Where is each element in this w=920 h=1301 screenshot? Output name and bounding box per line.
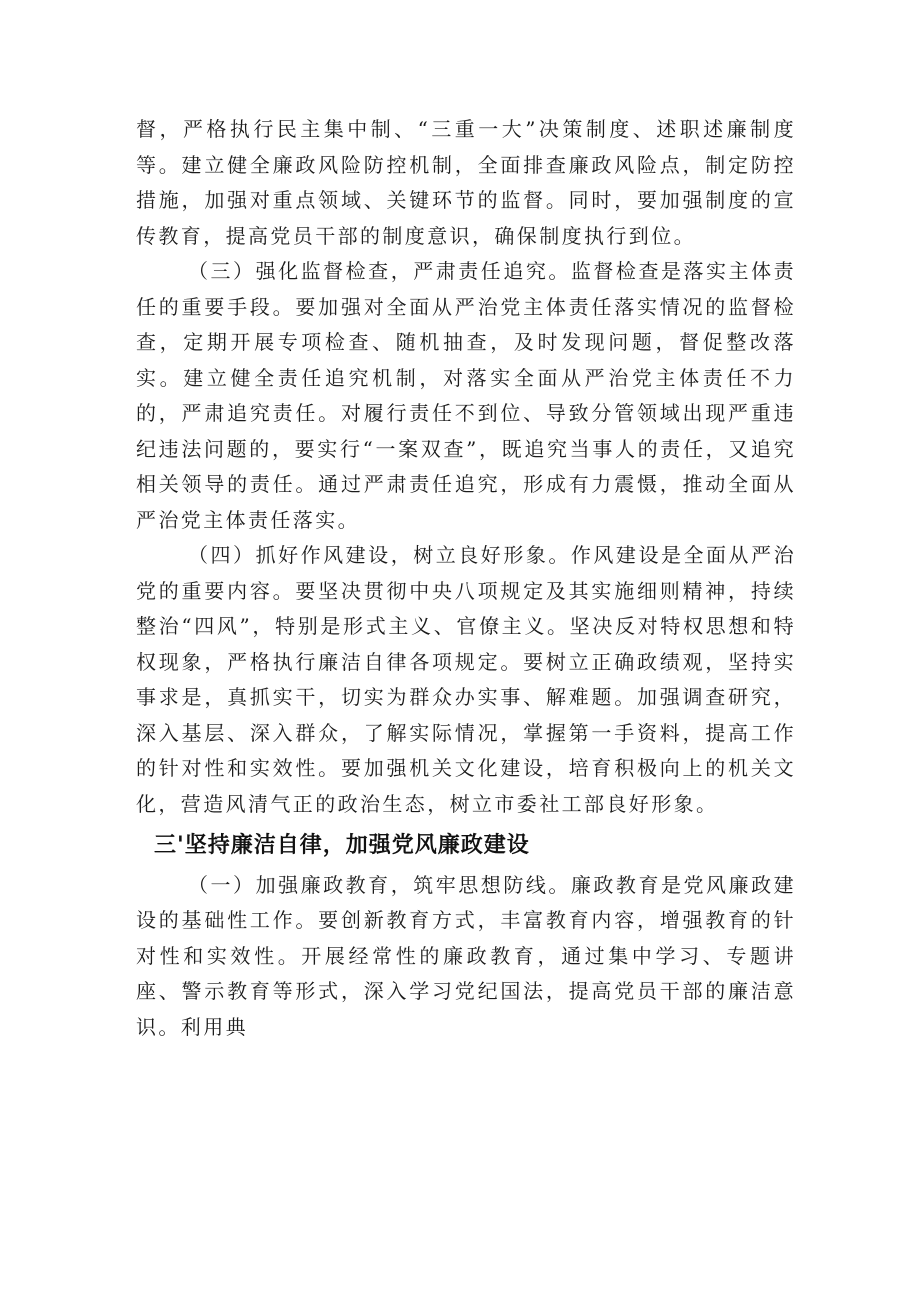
section-heading: 三'坚持廉洁自律，加强党风廉政建设: [154, 833, 530, 858]
paragraph-supervision: （三）强化监督检查，严肃责任追究。监督检查是落实主体责任的重要手段。要加强对全面从严治党主体责任落实情况的监督检查，定期开展专项检查、随机抽查，及时发现问题，督促整改落实。建立健全责任追究机制，对落实全面从严治党主体责任不力的，严肃追究责任。对履行责任不到位、导致分管领域出现严重违纪违法问题的，要实行“一案双查”，既追究当事人的责任，又追究相关领导的责任。通过严肃责任追究，形成有力震慑，推动全面从严治党主体责任落实。: [136, 259, 796, 532]
document-body: [136, 112, 796, 1045]
paragraph-continuation: 督，严格执行民主集中制、“三重一大”决策制度、述职述廉制度等。建立健全廉政风险防控机制，全面排查廉政风险点，制定防控措施，加强对重点领域、关键环节的监督。同时，要加强制度的宣传教育，提高党员干部的制度意识，确保制度执行到位。: [136, 117, 796, 248]
paragraph-work-style: （四）抓好作风建设，树立良好形象。作风建设是全面从严治党的重要内容。要坚决贯彻中央八项规定及其实施细则精神，持续整治“四风”，特别是形式主义、官僚主义。坚决反对特权思想和特权现象，严格执行廉洁自律各项规定。要树立正确政绩观，坚持实事求是，真抓实干，切实为群众办实事、解难题。加强调查研究，深入基层、深入群众，了解实际情况，掌握第一手资料，提高工作的针对性和实效性。要加强机关文化建设，培育积极向上的机关文化，营造风清气正的政治生态，树立市委社工部良好形象。: [136, 543, 796, 816]
paragraph-integrity-education: （一）加强廉政教育，筑牢思想防线。廉政教育是党风廉政建设的基础性工作。要创新教育方式，丰富教育内容，增强教育的针对性和实效性。开展经常性的廉政教育，通过集中学习、专题讲座、警示教育等形式，深入学习党纪国法，提高党员干部的廉洁意识。利用典: [136, 872, 796, 1039]
